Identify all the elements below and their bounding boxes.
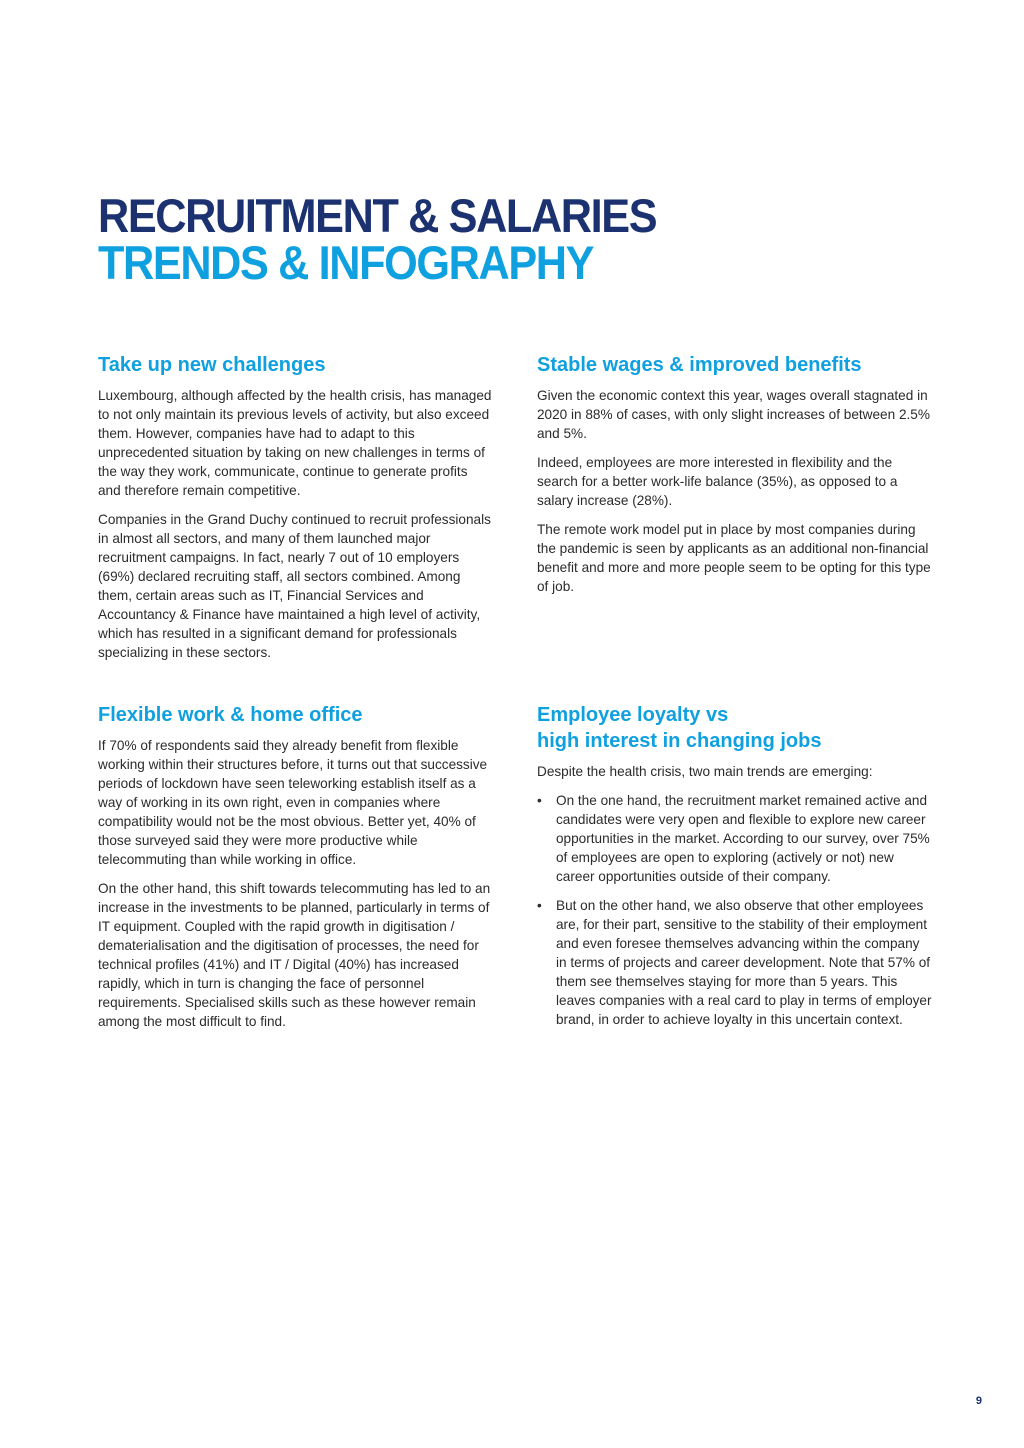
list-item-text: But on the other hand, we also observe that other employees are, for their part, sensitive to the stability of their employment and even foresee themselves advancing within the company in terms of projects and career development. Note that 57% of them see themselves staying for more than 5 years. This leaves companies with a real card to play in terms of employer brand, in order to achieve loyalty in this uncertain context.: [556, 898, 932, 1027]
list-item-text: On the one hand, the recruitment market remained active and candidates were very open and flexible to explore new career opportunities in the market. According to our survey, over 75% of employees are open to exploring (actively or not) new career opportunities outside of their company.: [556, 793, 930, 884]
section-flexible-work: [98, 702, 493, 1041]
paragraph: Indeed, employees are more interested in flexibility and the search for a better work-life balance (35%), as opposed to a salary increase (28%).: [537, 455, 898, 508]
paragraph: On the other hand, this shift towards telecommuting has led to an increase in the investments to be planned, particularly in terms of IT equipment. Coupled with the rapid growth in digitisation / dematerialisation and the digitisation of processes, the need for technical profiles (41%) and IT / Digital (40%) has increased rapidly, which in turn is changing the face of personnel requirements. Specialised skills such as these however remain among the most difficult to find.: [98, 881, 491, 1029]
heading-line: Employee loyalty vs: [537, 704, 729, 726]
bullet-icon: •: [537, 898, 542, 913]
section-heading: Take up new challenges: [98, 354, 326, 376]
list-item: [537, 791, 932, 886]
paragraph: Given the economic context this year, wages overall stagnated in 2020 in 88% of cases, with only slight increases of between 2.5% and 5%.: [537, 388, 930, 441]
bullet-icon: •: [537, 793, 542, 808]
title-line-secondary: TRENDS & INFOGRAPHY: [98, 236, 594, 289]
list-item: [537, 896, 932, 1029]
section-new-challenges: [98, 352, 493, 672]
paragraph: The remote work model put in place by most companies during the pandemic is seen by applicants as an additional non-financial benefit and more and more people seem to be opting for this type of job.: [537, 522, 931, 594]
paragraph: Companies in the Grand Duchy continued to recruit professionals in almost all sectors, and many of them launched major recruitment campaigns. In fact, nearly 7 out of 10 employers (69%) declared recruiting staff, all sectors combined. Among them, certain areas such as IT, Financial Services and Accountancy & Finance have maintained a high level of activity, which has resulted in a significant demand for professionals specializing in these sectors.: [98, 512, 491, 660]
section-heading: [537, 702, 932, 754]
section-stable-wages: [537, 352, 932, 606]
paragraph: If 70% of respondents said they already benefit from flexible working within their structures before, it turns out that successive periods of lockdown have seen teleworking establish itself as a way of working in its own right, even in companies where compatibility would not be the most obvious. Better yet, 40% of those surveyed said they were more productive while telecommuting than while working in office.: [98, 738, 488, 867]
section-employee-loyalty: [537, 702, 932, 1039]
page-number: 9: [975, 1395, 982, 1407]
heading-line: high interest in changing jobs: [537, 730, 822, 752]
page-title: [98, 189, 938, 289]
bullet-list: [537, 791, 932, 1029]
paragraph: Despite the health crisis, two main trends are emerging:: [537, 764, 873, 779]
section-heading: Flexible work & home office: [98, 704, 363, 726]
paragraph: Luxembourg, although affected by the health crisis, has managed to not only maintain its previous levels of activity, but also exceed them. However, companies have had to adapt to this unprecedented situation by taking on new challenges in terms of the way they work, communicate, continue to generate profits and therefore remain competitive.: [98, 388, 492, 498]
section-heading: Stable wages & improved benefits: [537, 354, 862, 376]
title-line-primary: RECRUITMENT & SALARIES: [98, 189, 657, 242]
